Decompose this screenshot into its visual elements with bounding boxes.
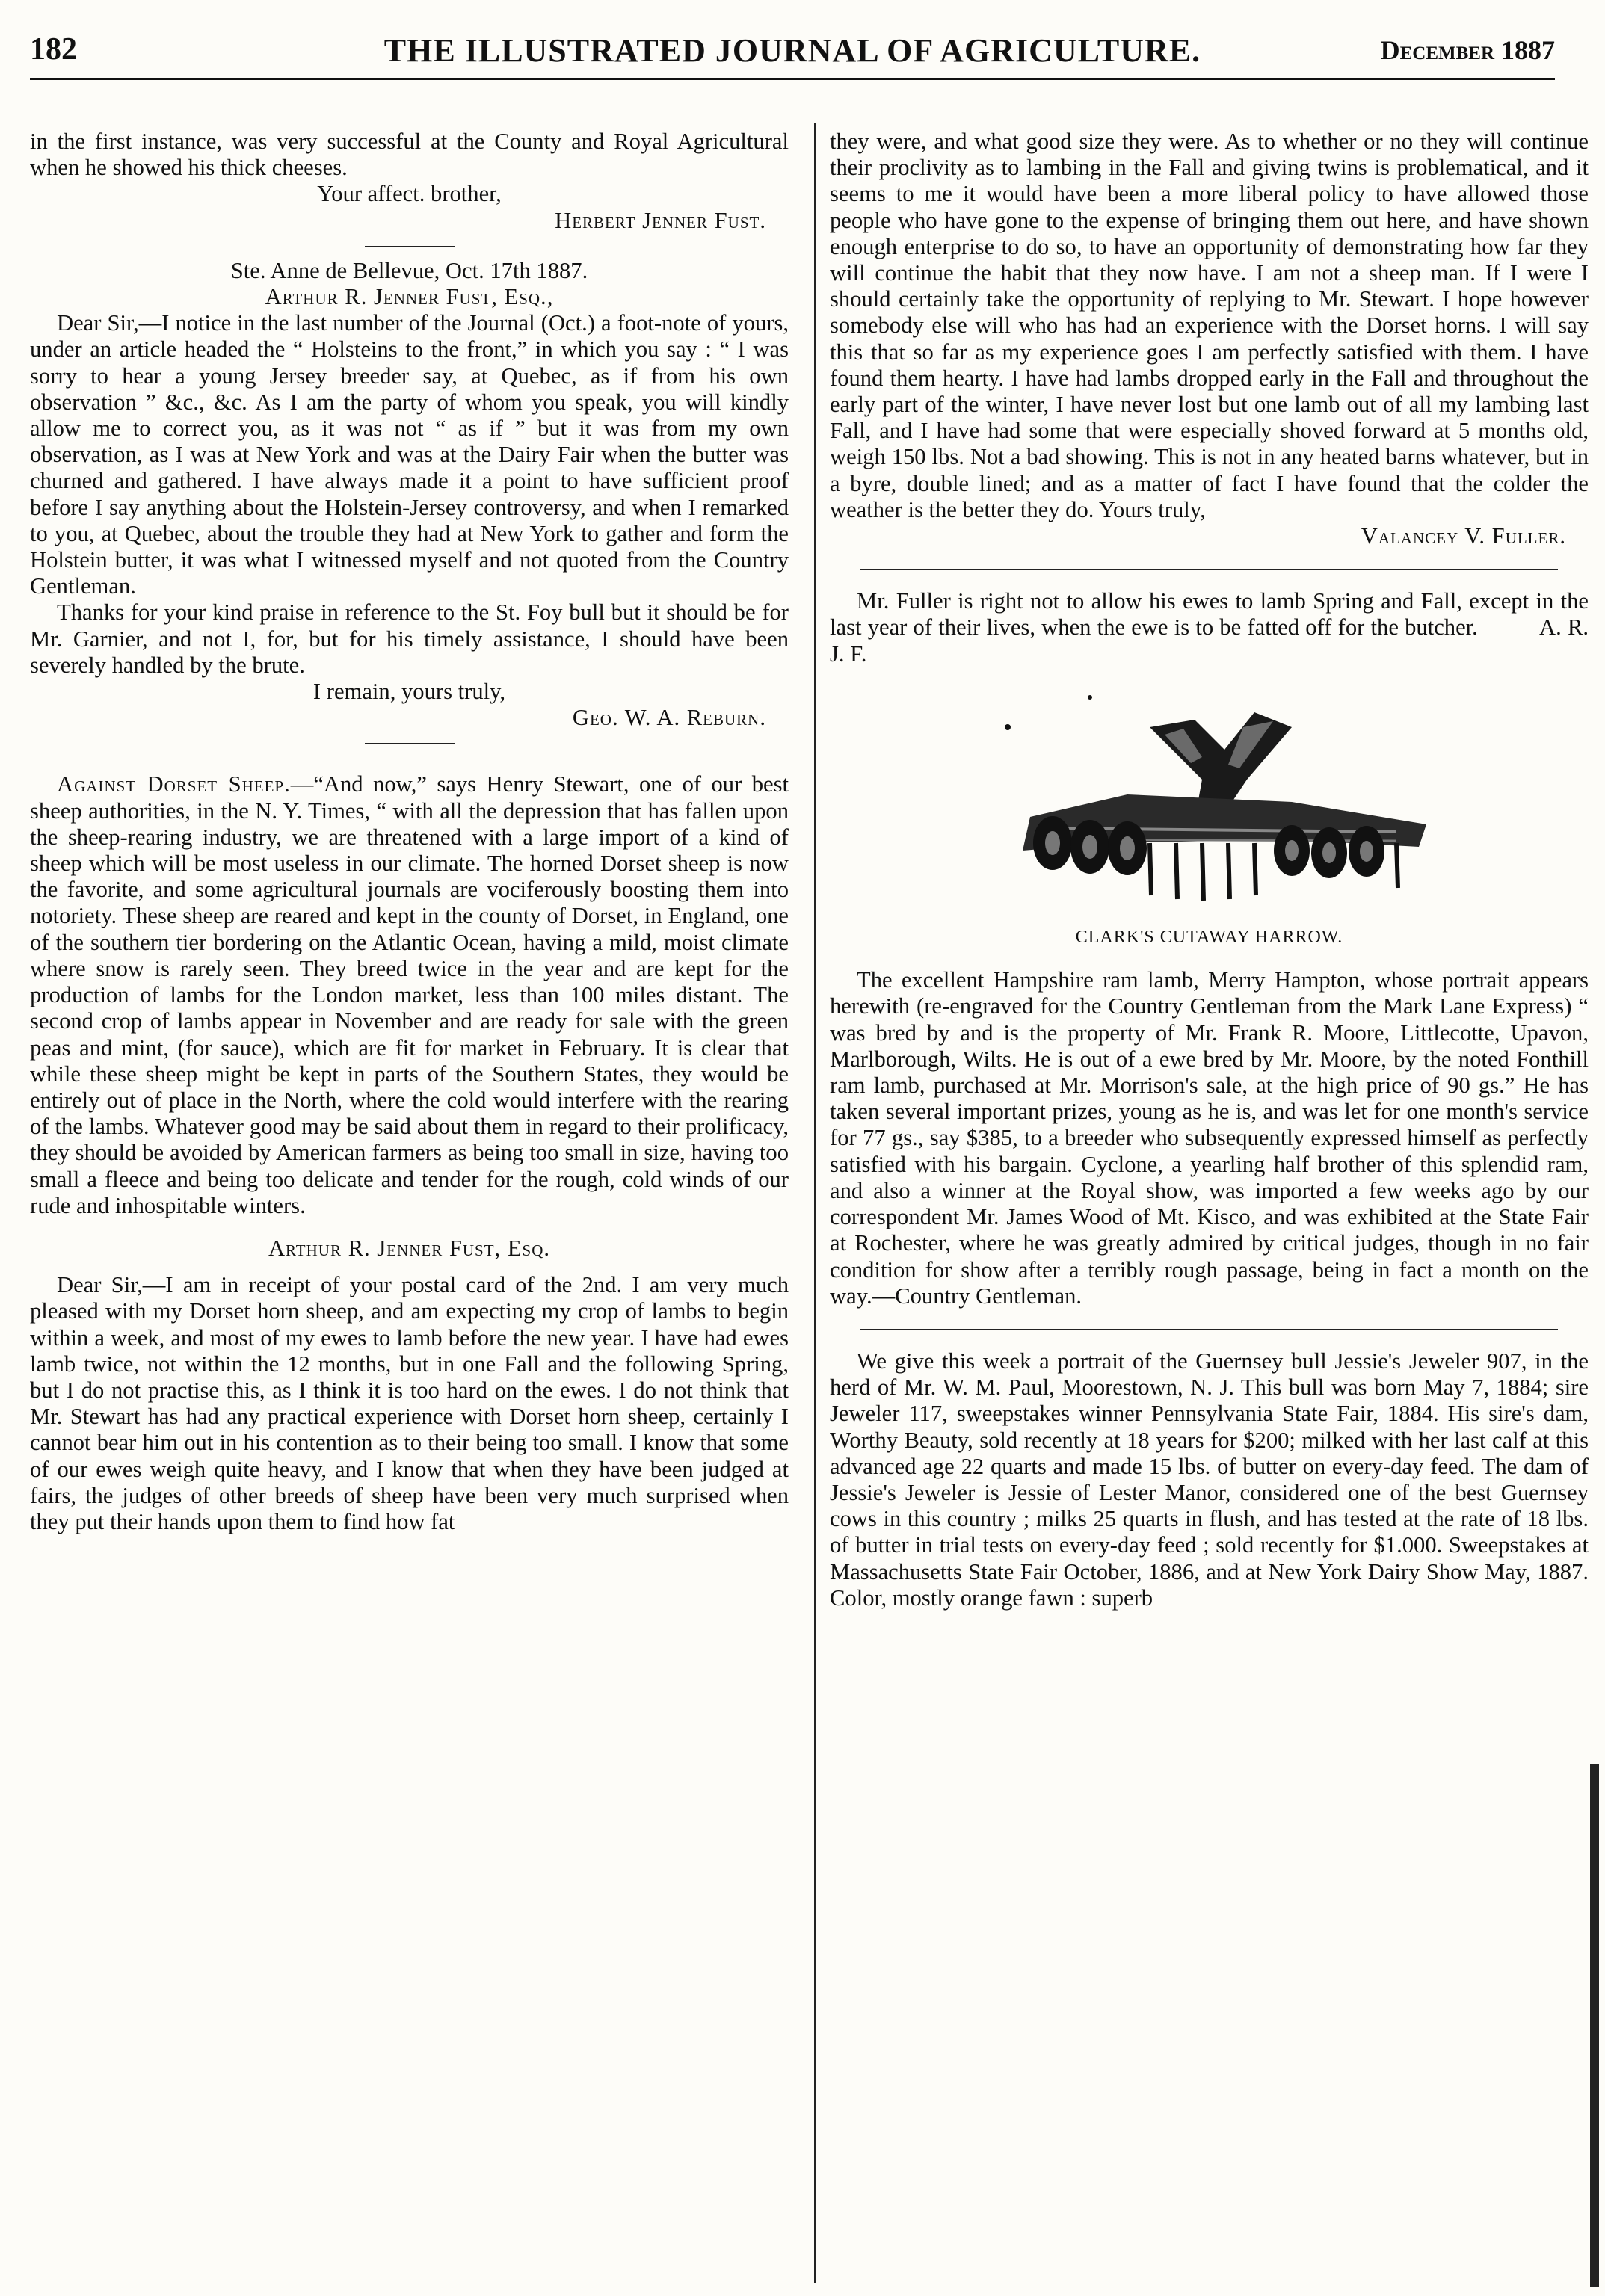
letter-continuation: they were, and what good size they were. As to whether or no they will continue their proclivity as to lambing in the Fall and giving twins is problematical, and it seems to me it would have been a more liberal policy to have allowed those people who have gone to the expense of bringing them out here, and have shown enough enterprise to do so, to have an opportunity of demonstrating how far they will continue the habit that they now have. I am not a sheep man. If I were I should certainly take the opportunity of replying to Mr. Stewart. I hope however somebody else will who has had an experience with the Dorset horns. I will say this that so far as my experience goes I am perfectly satisfied with them. I have found them hearty. I have had lambs dropped early in the Fall and throughout the early part of the winter, I have never lost but one lamb out of all my lambing last Fall, and I have had some that were especially shoved forward at 5 months old, weigh 150 lbs. Not a bad showing. This is not in any heated barns whatever, but in a byre, double lined; and as a matter of fact I have found that the colder the weather is the better they do. Yours truly, [830, 129, 1589, 522]
page-number: 182 [30, 32, 77, 67]
letter-closing: I remain, yours truly, [312, 679, 506, 705]
letter-body: Thanks for your kind praise in reference to the St. Foy bull but it should be for Mr. Garnier, and not I, for, but for his timely assistance, I should have been severely handled by the brute. [30, 599, 789, 678]
article-heading: Against Dorset Sheep. [57, 771, 291, 797]
letter-signature: Valancey V. Fuller. [1361, 523, 1566, 549]
letter-continuation: in the first instance, was very successful at the County and Royal Agricultural when he showed his thick cheeses. [30, 129, 789, 181]
letter-place-date: Ste. Anne de Bellevue, Oct. 17th 1887. [230, 257, 588, 283]
editor-note-text: Mr. Fuller is right not to allow his ewes to lamb Spring and Fall, except in the last year of their lives, when the ewe is to be fatted off for the butcher. [830, 588, 1589, 641]
letter-closing: Your affect. brother, [317, 181, 502, 207]
page-header [30, 24, 1555, 80]
column-divider [814, 123, 816, 2283]
editor-initials: A. R. J. F. [830, 614, 1589, 667]
section-divider [860, 569, 1559, 570]
article-jessies-jeweler: We give this week a portrait of the Guernsey bull Jessie's Jeweler 907, in the herd of Mr. W. M. Paul, Moorestown, N. J. This bull was born May 7, 1884; sire Jeweler 117, sweepstakes winner Pennsylvania State Fair, 1884. His sire's dam, Worthy Beauty, sold recently at 18 years for $200; milked with her last calf at this advanced age 22 quarts and made 15 lbs. of butter on every-day feed. The dam of Jessie's Jeweler is Jessie of Lester Manor, considered one of the best Guernsey cows in this country ; milks 25 quarts in flush, and has tested at the rate of 18 lbs. of butter in trial tests on every-day feed ; sold recently for $1.000. Sweepstakes at Massachusetts State Fair October, 1886, and at New York Dairy Show May, 1887. Color, mostly orange fawn : superb [830, 1348, 1589, 1611]
right-column [830, 129, 1589, 1611]
article-dorset-sheep [30, 771, 789, 1218]
article-body: —“And now,” says Henry Stewart, one of our best sheep authorities, in the N. Y. Times, “ with all the depression that has fallen upon the sheep-rearing industry, we are threatened with a large import of a kind of sheep which will be most useless in our climate. The horned Dorset sheep is now the favorite, and some agricultural journals are vociferously boosting them into notoriety. These sheep are reared and kept in the county of Dorset, in England, one of the southern tier bordering on the Atlantic Ocean, having a mild, moist climate where snow is rarely seen. They breed twice in the year and are kept for the production of lambs for the London market, less than 100 miles distant. The second crop of lambs appear in November and are ready for sale with the green peas and mint, (for sauce), which are fit for market in February. It is clear that while these sheep might be kept in parts of the Southern States, they would be entirely out of place in the North, where the cold would interfere with the rearing of the lambs. Whatever good may be said about them in regard to their prolificacy, they should be avoided by American farmers as being too small in size, having too small a fleece and being too delicate and tender for the rough, cold winds of our rude and inhospitable winters. [30, 771, 789, 1218]
letter-body: Dear Sir,—I am in receipt of your postal card of the 2nd. I am very much pleased with my Dorset horn sheep, and am expecting my crop of lambs to begin within a week, and most of my ewes to lamb before the new year. I have had ewes lamb twice, not within the 12 months, but in one Fall and the following Spring, but I do not practise this, as I think it is too hard on the ewes. I do not think that Mr. Stewart has had any practical experience with Dorset horn sheep, certainly I cannot bear him out in his contention as to their being too small. I know that some of our ewes weigh quite heavy, and I know that when they have been judged at fairs, the judges of other breeds of sheep have been very much surprised when they put their hands upon them to find how fat [30, 1272, 789, 1534]
issue-date: December 1887 [1380, 35, 1555, 65]
article-merry-hampton: The excellent Hampshire ram lamb, Merry Hampton, whose portrait appears herewith (re-engraved for the Country Gentleman from the Mark Lane Express) “ was bred by and is the property of Mr. Frank R. Moore, Littlecotte, Upavon, Marlborough, Wilts. He is out of a ewe bred by Mr. Moore, by the noted Fonthill ram lamb, purchased at Mr. Morrison's sale, at the high price of 90 gs.” He has taken several important prizes, young as he is, and was let for one month's service for 77 gs., say $385, to a breeder who subsequently expressed himself as perfectly satisfied with his bargain. Cyclone, a yearling half brother of this splendid ram, and also a winner at the Royal show, was imported a few weeks ago by our correspondent Mr. James Wood of Mt. Kisco, and was exhibited at the State Fair at Rochester, where he was greatly admired by critical judges, though in no fair condition for show after a terribly rough passage, being in fact a month on the way.—Country Gentleman. [830, 967, 1589, 1309]
journal-title: THE ILLUSTRATED JOURNAL OF AGRICULTURE. [383, 32, 1201, 69]
section-divider [365, 743, 455, 744]
section-divider [365, 246, 455, 247]
letter-signature: Herbert Jenner Fust. [555, 207, 766, 233]
figure-caption: CLARK'S CUTAWAY HARROW. [1075, 928, 1343, 948]
letter-signature: Geo. W. A. Reburn. [572, 705, 766, 731]
section-divider [860, 1329, 1559, 1330]
editor-note [830, 588, 1589, 667]
scan-edge-mark [1590, 1764, 1599, 2287]
letter-body: Dear Sir,—I notice in the last number of the Journal (Oct.) a foot-note of yours, under an article headed the “ Holsteins to the front,” in which you say : “ I was sorry to hear a young Jersey breeder say, at Quebec, as if from his own observation ” &c., &c. As I am the party of whom you speak, you will kindly allow me to correct you, as it was not “ as if ” but it was from my own observation, as I was at New York and was at the Dairy Fair when the butter was churned and gathered. I have always made it a point to have sufficient proof before I say anything about the Holstein-Jersey controversy, and when I remarked to you, at Quebec, about the trouble they had at New York to gather and form the Holstein butter, it was what I witnessed myself and not quoted from the Country Gentleman. [30, 310, 789, 599]
harrow-engraving [978, 682, 1441, 914]
harrow-illustration [830, 682, 1589, 920]
letter-addressee: Arthur R. Jenner Fust, Esq. [268, 1235, 551, 1261]
letter-addressee: Arthur R. Jenner Fust, Esq., [265, 284, 554, 310]
left-column [30, 129, 789, 1535]
